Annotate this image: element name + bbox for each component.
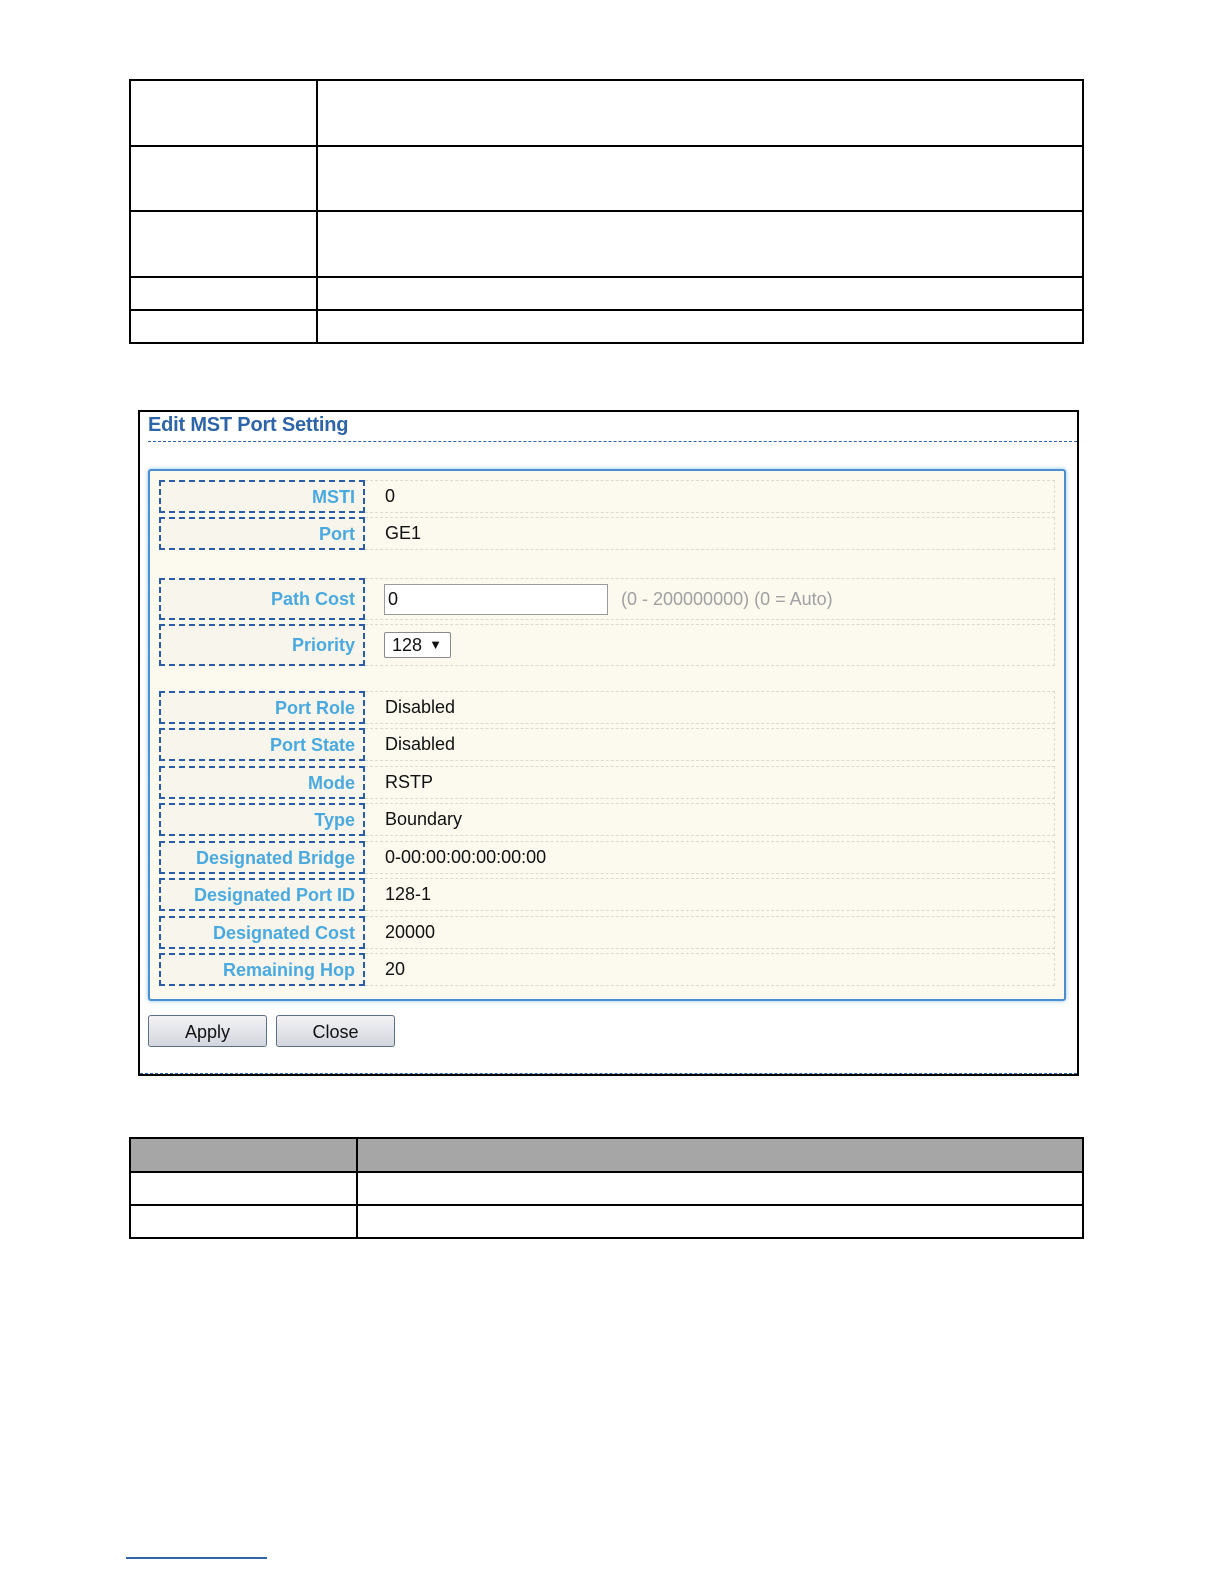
port-state-value: Disabled [365,728,1055,761]
path-cost-label: Path Cost [159,578,365,620]
title-divider [148,441,1077,442]
settings-panel [148,469,1066,1001]
dropdown-arrow-icon: ▼ [429,637,442,652]
table-header-cell [357,1138,1083,1172]
priority-selected-value: 128 [392,635,423,655]
row-designated-cost [159,916,1055,949]
edit-mst-port-dialog [138,410,1079,1076]
port-role-label: Port Role [159,691,365,724]
msti-label: MSTI [159,480,365,513]
path-cost-cell [365,578,1055,620]
table-cell [130,211,317,277]
port-value: GE1 [365,517,1055,550]
row-msti [159,480,1055,513]
designated-bridge-value: 0-00:00:00:00:00:00 [365,841,1055,874]
table-cell [357,1205,1083,1238]
row-port-state [159,728,1055,761]
dialog-bottom-divider [140,1073,1077,1074]
table-header-cell [130,1138,357,1172]
row-port [159,517,1055,550]
table-cell [317,277,1083,310]
priority-label: Priority [159,624,365,666]
priority-select[interactable] [384,632,451,658]
mode-label: Mode [159,766,365,799]
row-path-cost [159,578,1055,620]
top-description-table [129,79,1084,344]
path-cost-input[interactable] [384,584,608,615]
type-label: Type [159,803,365,836]
table-cell [130,80,317,146]
port-label: Port [159,517,365,550]
table-cell [317,211,1083,277]
path-cost-hint: (0 - 200000000) (0 = Auto) [621,589,833,609]
footer-rule [126,1557,267,1559]
table-cell [130,277,317,310]
remaining-hop-value: 20 [365,953,1055,986]
designated-port-id-value: 128-1 [365,878,1055,911]
table-cell [130,146,317,211]
type-value: Boundary [365,803,1055,836]
table-cell [130,1205,357,1238]
port-role-value: Disabled [365,691,1055,724]
close-button[interactable]: Close [276,1015,395,1047]
designated-bridge-label: Designated Bridge [159,841,365,874]
msti-value: 0 [365,480,1055,513]
table-cell [130,1172,357,1205]
mode-value: RSTP [365,766,1055,799]
port-state-label: Port State [159,728,365,761]
row-mode [159,766,1055,799]
table-cell [357,1172,1083,1205]
row-priority [159,624,1055,666]
apply-button[interactable]: Apply [148,1015,267,1047]
row-remaining-hop [159,953,1055,986]
table-cell [130,310,317,343]
row-port-role [159,691,1055,724]
row-type [159,803,1055,836]
dialog-title: Edit MST Port Setting [148,414,349,436]
row-designated-bridge [159,841,1055,874]
designated-cost-value: 20000 [365,916,1055,949]
table-cell [317,310,1083,343]
remaining-hop-label: Remaining Hop [159,953,365,986]
designated-port-id-label: Designated Port ID [159,878,365,911]
bottom-description-table [129,1137,1084,1239]
row-designated-port-id [159,878,1055,911]
designated-cost-label: Designated Cost [159,916,365,949]
table-cell [317,146,1083,211]
priority-cell [365,624,1055,666]
table-cell [317,80,1083,146]
